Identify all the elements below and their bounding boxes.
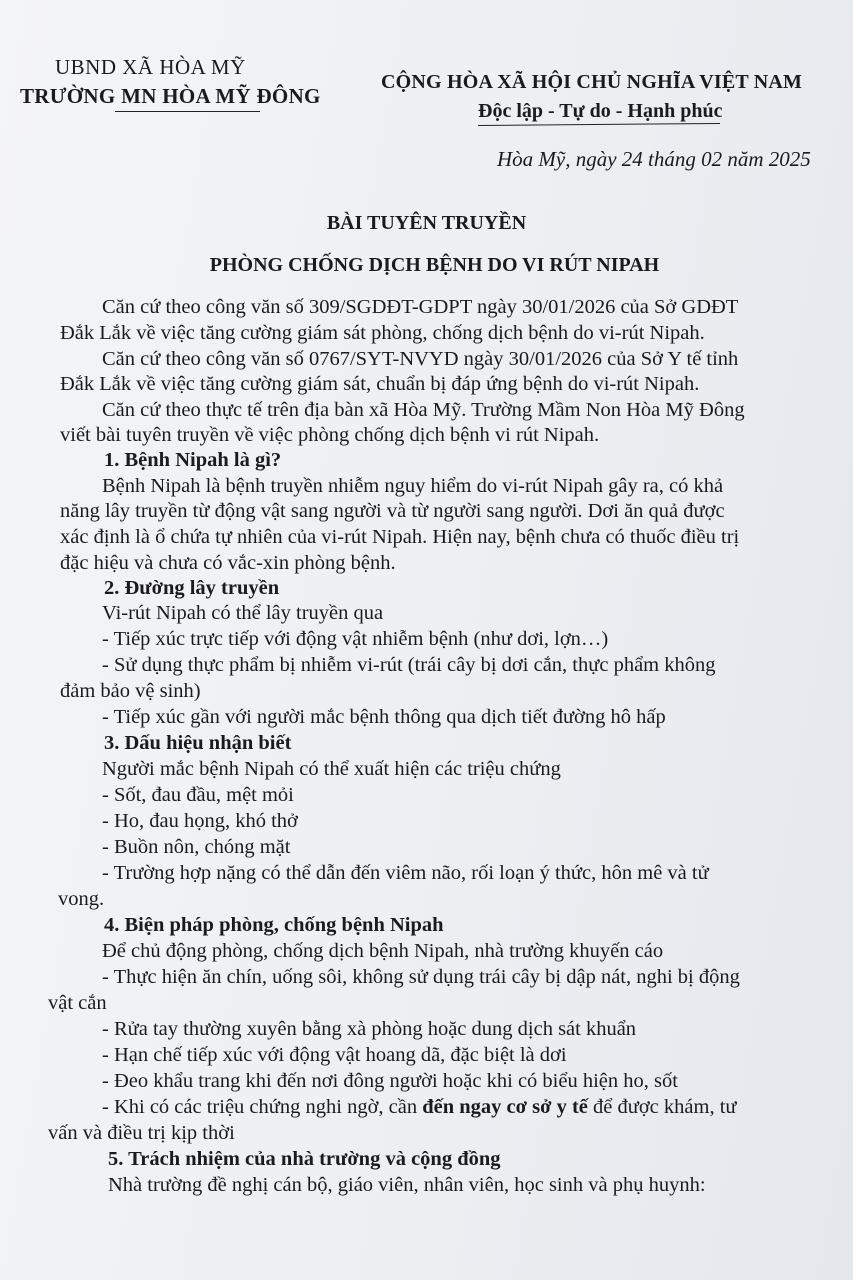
section-4-bullet5-line2: vấn và điều trị kịp thời [48, 1122, 235, 1144]
section-4-bullet5-line1 [102, 1096, 737, 1119]
section-4-bullet5-text-end: để được khám, tư [587, 1096, 737, 1118]
section-4-bullet1-line2: vật cắn [48, 992, 107, 1014]
section-3-bullet4-line1: - Trường hợp nặng có thể dẫn đến viêm não, rối loạn ý thức, hôn mê và tử [102, 862, 709, 884]
section-4-bullet5-emphasis: đến ngay cơ sở y tế [422, 1096, 588, 1118]
national-motto: Độc lập - Tự do - Hạnh phúc [478, 100, 723, 122]
school-name: TRƯỜNG MN HÒA MỸ ĐÔNG [20, 84, 321, 108]
document-subtitle: PHÒNG CHỐNG DỊCH BỆNH DO VI RÚT NIPAH [209, 254, 660, 276]
intro-p2-line1: Căn cứ theo công văn số 0767/SYT-NVYD ngày 30/01/2026 của Sở Y tế tỉnh [102, 348, 739, 370]
section-4-heading: 4. Biện pháp phòng, chống bệnh Nipah [104, 914, 444, 936]
section-3-heading: 3. Dấu hiệu nhận biết [104, 732, 292, 754]
section-1-line1: Bệnh Nipah là bệnh truyền nhiễm nguy hiểm do vi-rút Nipah gây ra, có khả [102, 475, 724, 497]
country-name: CỘNG HÒA XÃ HỘI CHỦ NGHĨA VIỆT NAM [381, 71, 803, 93]
section-4-bullet5-text: - Khi có các triệu chứng nghi ngờ, cần [102, 1096, 423, 1118]
agency-name: UBND XÃ HÒA MỸ [55, 55, 246, 79]
section-5-intro: Nhà trường đề nghị cán bộ, giáo viên, nhân viên, học sinh và phụ huynh: [108, 1174, 706, 1196]
intro-p3-line2: viết bài tuyên truyền về việc phòng chống dịch bệnh vi rút Nipah. [60, 424, 600, 446]
section-1-line4: đặc hiệu và chưa có vắc-xin phòng bệnh. [60, 552, 396, 574]
section-3-bullet3: - Buồn nôn, chóng mặt [102, 836, 291, 858]
section-1-heading: 1. Bệnh Nipah là gì? [104, 449, 282, 471]
section-5-heading: 5. Trách nhiệm của nhà trường và cộng đồng [108, 1148, 501, 1170]
section-2-heading: 2. Đường lây truyền [104, 577, 280, 599]
place-date: Hòa Mỹ, ngày 24 tháng 02 năm 2025 [497, 147, 811, 171]
section-1-line3: xác định là ổ chứa tự nhiên của vi-rút Nipah. Hiện nay, bệnh chưa có thuốc điều trị [60, 526, 740, 548]
section-4-bullet3: - Hạn chế tiếp xúc với động vật hoang dã, đặc biệt là dơi [102, 1044, 567, 1066]
section-2-bullet2-line2: đảm bảo vệ sinh) [60, 680, 201, 702]
section-4-intro: Để chủ động phòng, chống dịch bệnh Nipah, nhà trường khuyến cáo [102, 940, 664, 962]
section-1-line2: năng lây truyền từ động vật sang người và từ người sang người. Dơi ăn quả được [60, 500, 725, 522]
section-2-bullet1: - Tiếp xúc trực tiếp với động vật nhiễm bệnh (như dơi, lợn…) [102, 628, 609, 650]
section-3-bullet4-line2: vong. [58, 888, 105, 910]
section-4-bullet4: - Đeo khẩu trang khi đến nơi đông người hoặc khi có biểu hiện ho, sốt [102, 1070, 678, 1092]
section-3-bullet1: - Sốt, đau đầu, mệt mỏi [102, 784, 294, 806]
intro-p3-line1: Căn cứ theo thực tế trên địa bàn xã Hòa Mỹ. Trường Mầm Non Hòa Mỹ Đông [102, 399, 745, 421]
section-3-bullet2: - Ho, đau họng, khó thở [102, 810, 298, 832]
header-left-underline [115, 111, 260, 112]
section-4-bullet1-line1: - Thực hiện ăn chín, uống sôi, không sử dụng trái cây bị dập nát, nghi bị động [102, 966, 740, 988]
section-2-bullet2-line1: - Sử dụng thực phẩm bị nhiễm vi-rút (trái cây bị dơi cắn, thực phẩm không [102, 654, 716, 676]
section-2-bullet3: - Tiếp xúc gần với người mắc bệnh thông qua dịch tiết đường hô hấp [102, 706, 666, 728]
intro-p1-line1: Căn cứ theo công văn số 309/SGDĐT-GDPT ngày 30/01/2026 của Sở GDĐT [102, 296, 739, 318]
section-3-intro: Người mắc bệnh Nipah có thể xuất hiện các triệu chứng [102, 758, 561, 780]
intro-p1-line2: Đắk Lắk về việc tăng cường giám sát phòng, chống dịch bệnh do vi-rút Nipah. [60, 322, 705, 344]
section-2-intro: Vi-rút Nipah có thể lây truyền qua [102, 602, 384, 624]
section-4-bullet2: - Rửa tay thường xuyên bằng xà phòng hoặc dung dịch sát khuẩn [102, 1018, 637, 1040]
intro-p2-line2: Đắk Lắk về việc tăng cường giám sát, chuẩn bị đáp ứng bệnh do vi-rút Nipah. [60, 373, 700, 395]
header-right-underline [478, 123, 720, 126]
document-title: BÀI TUYÊN TRUYỀN [326, 212, 527, 234]
